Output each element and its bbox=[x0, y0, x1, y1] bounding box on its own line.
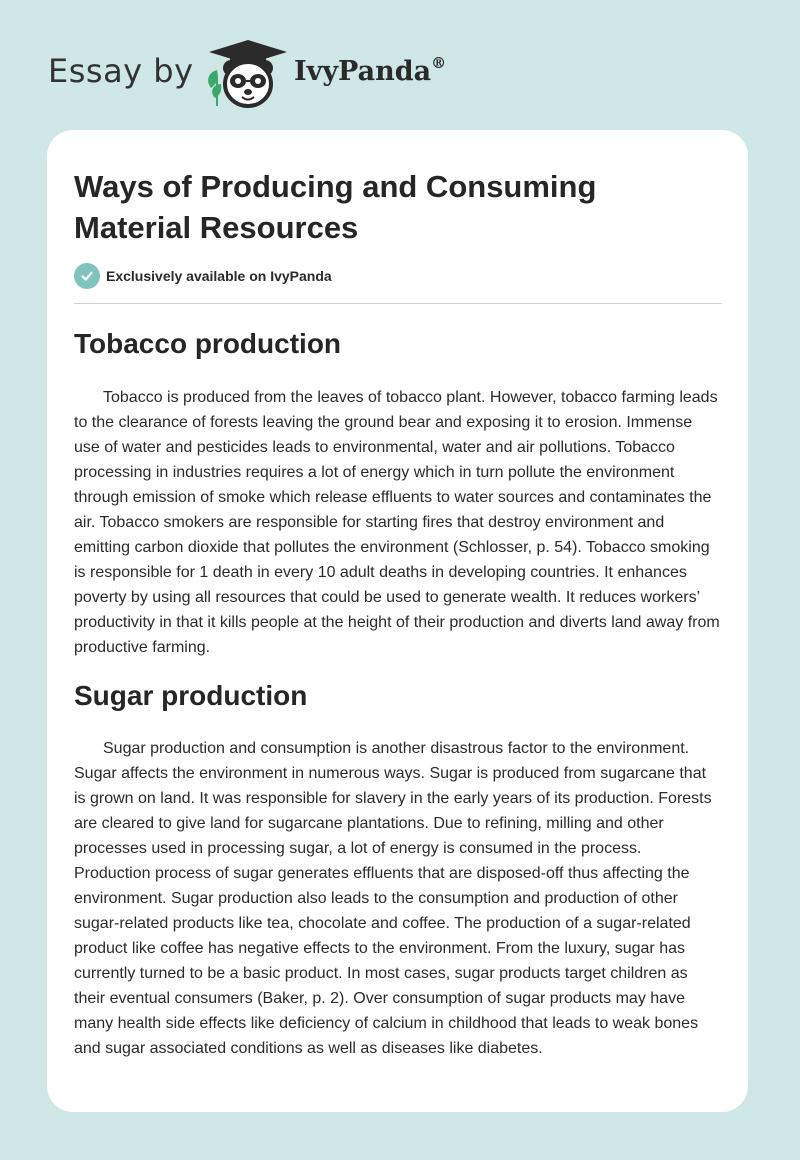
essay-card bbox=[47, 130, 748, 1112]
section-heading-tobacco: Tobacco production bbox=[74, 328, 342, 359]
section-body-sugar: Sugar production and consumption is another disastrous factor to the environment. Sugar affects the environment in numerous ways. Sugar is produced from sugarcane that is grown on land. It was responsible for slavery in the early years of its production. Forests are cleared to give land for sugarcane plantations. Due to refining, milling and other processes used in processing sugar, a lot of energy is consumed in the process. Production process of sugar generates effluents that are disposed-off thus affecting the environment. Sugar production also leads to the consumption and production of other sugar-related products like tea, chocolate and coffee. The production of a sugar-related product like coffee has negative effects to the environment. From the luxury, sugar has currently turned to be a basic product. In most cases, sugar products target children as their eventual consumers (Baker, p. 2). Over consumption of sugar products may have many health side effects like deficiency of calcium in childhood that leads to weak bones and sugar associated conditions as well as diseases like diabetes. bbox=[74, 740, 712, 1057]
panda-logo-graphic bbox=[203, 36, 293, 110]
check-circle-icon bbox=[74, 263, 100, 289]
page-title: Ways of Producing and Consuming Material Resources bbox=[74, 169, 597, 245]
registered-mark: ® bbox=[431, 54, 447, 72]
exclusive-badge bbox=[74, 263, 332, 289]
eye-left bbox=[235, 78, 241, 84]
glasses-bridge bbox=[246, 80, 250, 82]
section-heading-sugar: Sugar production bbox=[74, 680, 308, 711]
essay-by-label: Essay by bbox=[48, 52, 194, 90]
checkmark-icon bbox=[80, 269, 94, 283]
brand-logo[interactable] bbox=[294, 56, 446, 87]
brand-name: IvyPanda bbox=[294, 56, 432, 87]
panda-graduate-icon[interactable] bbox=[203, 36, 293, 110]
exclusive-badge-label: Exclusively available on IvyPanda bbox=[106, 268, 332, 284]
eye-right bbox=[255, 78, 261, 84]
section-body-tobacco: Tobacco is produced from the leaves of tobacco plant. However, tobacco farming leads to the clearance of forests leaving the ground bear and exposing it to erosion. Immense use of water and pesticides leads to environmental, water and air pollutions. Tobacco processing in industries requires a lot of energy which in turn pollute the environment through emission of smoke which release effluents to water sources and contaminates the air. Tobacco smokers are responsible for starting fires that destroy environment and emitting carbon dioxide that pollutes the environment (Schlosser, p. 54). Tobacco smoking is responsible for 1 death in every 10 adult deaths in developing countries. It enhances poverty by using all resources that could be used to generate wealth. It reduces workers’ productivity in that it kills people at the height of their production and diverts land away from productive farming. bbox=[74, 389, 720, 656]
panda-nose bbox=[244, 89, 252, 95]
site-header bbox=[48, 34, 748, 110]
title-divider bbox=[74, 303, 722, 304]
